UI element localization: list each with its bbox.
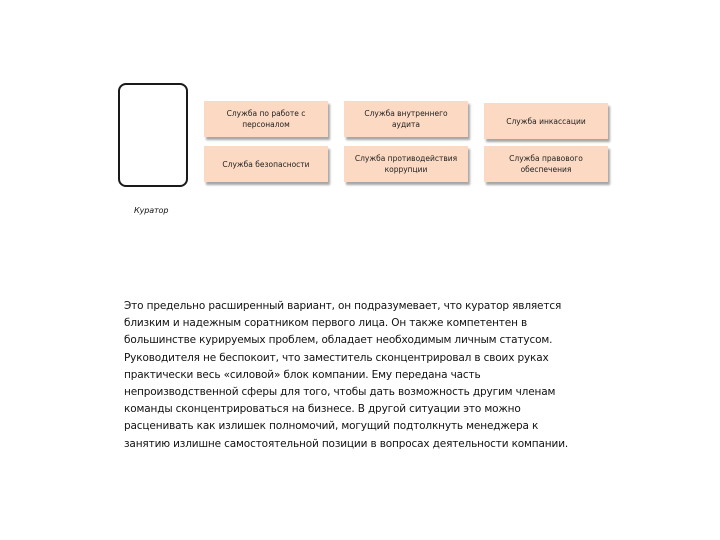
dept-internal-audit (344, 101, 468, 137)
dept-anti-corruption-line2: коррупции (384, 165, 428, 174)
curator-card (118, 83, 188, 187)
description-line: команды сконцентрироваться на бизнесе. В другой ситуации это можно (124, 403, 521, 416)
description-line: Руководителя не беспокоит, что заместитель сконцентрировал в своих руках (124, 351, 549, 364)
dept-legal-line1: Служба правового (509, 154, 583, 163)
description-line: Это предельно расширенный вариант, он подразумевает, что куратор является (124, 300, 562, 312)
description-line: большинстве курируемых проблем, обладает необходимым личным статусом. (124, 334, 553, 347)
description-line: расценивать как излишек полномочий, могущий подтолкнуть менеджера к (124, 420, 539, 433)
dept-security-line1: Служба безопасности (222, 159, 310, 169)
dept-legal-line2: обеспечения (520, 165, 572, 174)
dept-anti-corruption-line1: Служба противодействия (354, 154, 458, 163)
dept-collection (484, 103, 608, 139)
description-line: практически весь «силовой» блок компании. Ему передана часть (124, 368, 481, 381)
dept-collection-line1: Служба инкассации (506, 116, 586, 126)
dept-legal (484, 146, 608, 182)
dept-internal-audit-line1: Служба внутреннего (364, 109, 448, 118)
description-line: непроизводственной сферы для того, чтобы дать возможность другим членам (124, 386, 556, 399)
dept-anti-corruption (344, 146, 468, 182)
dept-internal-audit-line2: аудита (391, 120, 421, 129)
description-paragraph (124, 298, 624, 453)
dept-hr-line1: Служба по работе с (226, 109, 306, 118)
curator-label: Куратор (134, 206, 169, 215)
dept-hr (204, 101, 328, 137)
description-line: близким и надежным соратником первого лица. Он также компетентен в (124, 317, 528, 330)
dept-security (204, 146, 328, 182)
description-line: занятию излишне самостоятельной позиции в вопросах деятельности компании. (124, 437, 569, 450)
dept-hr-line2: персоналом (242, 120, 290, 129)
